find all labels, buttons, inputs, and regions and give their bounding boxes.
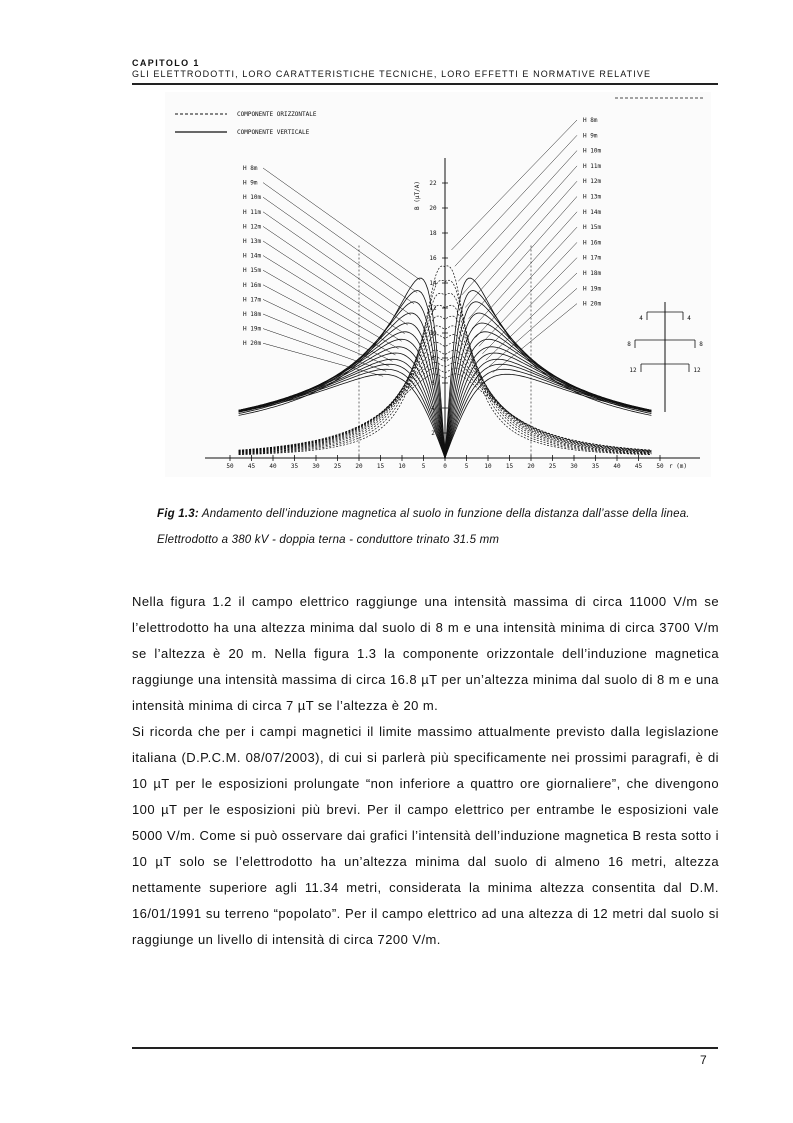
- inset-label: 8: [699, 341, 703, 348]
- x-tick-label: 35: [591, 463, 600, 470]
- inset-label: 4: [687, 315, 691, 322]
- left-height-label: H 12m: [243, 223, 262, 231]
- left-leader-line: [263, 197, 414, 304]
- left-height-label: H 10m: [243, 194, 262, 202]
- x-tick-label: 15: [505, 463, 514, 470]
- right-leader-line: [455, 135, 577, 266]
- right-height-label: H 20m: [583, 300, 602, 308]
- right-leader-line: [479, 242, 577, 346]
- left-leader-line: [263, 226, 408, 325]
- left-height-label: H 16m: [243, 281, 262, 289]
- x-tick-label: 45: [247, 463, 256, 470]
- x-tick-label: 50: [226, 463, 234, 470]
- x-tick-label: 20: [527, 463, 535, 470]
- right-height-label: H 9m: [583, 132, 598, 140]
- y-tick-label: 18: [429, 230, 437, 237]
- right-leader-line: [465, 181, 577, 307]
- x-tick-label: 25: [333, 463, 342, 470]
- x-axis-label: r (m): [668, 463, 688, 470]
- x-tick-label: 25: [548, 463, 557, 470]
- left-height-label: H 11m: [243, 208, 262, 216]
- left-height-label: H 13m: [243, 238, 262, 245]
- caption-label: Fig 1.3:: [157, 508, 199, 520]
- right-leader-line: [476, 227, 577, 337]
- y-tick-label: 20: [429, 205, 437, 212]
- footer-rule: [132, 1047, 718, 1049]
- x-tick-label: 35: [290, 463, 299, 470]
- right-leader-line: [469, 197, 577, 319]
- right-height-label: H 17m: [583, 254, 602, 262]
- left-leader-line: [263, 270, 399, 349]
- right-height-label: H 13m: [583, 193, 602, 201]
- left-height-label: H 17m: [243, 296, 262, 304]
- legend-label-horizontal: COMPONENTE ORIZZONTALE: [237, 111, 317, 118]
- right-height-label: H 14m: [583, 208, 602, 216]
- chapter-title: GLI ELETTRODOTTI, LORO CARATTERISTICHE TECNICHE, LORO EFFETTI E NORMATIVE RELATIVE: [132, 69, 652, 79]
- right-height-label: H 15m: [583, 224, 602, 232]
- left-leader-line: [263, 183, 417, 293]
- y-tick-label: 12: [429, 305, 437, 312]
- y-tick-label: 22: [429, 180, 437, 187]
- chapter-label: CAPITOLO 1: [132, 58, 200, 68]
- running-header: [132, 58, 718, 79]
- legend-label-vertical: COMPONENTE VERTICALE: [237, 129, 310, 136]
- chart: [165, 92, 711, 477]
- y-tick-label: 10: [429, 330, 437, 337]
- left-leader-line: [263, 299, 392, 361]
- right-leader-line: [462, 166, 577, 295]
- left-leader-line: [263, 241, 405, 334]
- x-tick-label: 50: [656, 463, 664, 470]
- y-tick-label: 14: [429, 280, 437, 287]
- body-text: [132, 589, 719, 953]
- x-tick-label: 30: [570, 463, 578, 470]
- paragraph: Nella figura 1.2 il campo elettrico raggiunge una intensità massima di circa 11000 V/m se l’elettrodotto ha una altezza minima dal suolo di 8 m e una intensità minima di circa 3700 V/m se l’altezza è 20 m. Nella figura 1.3 la componente orizzontale dell’induzione magnetica raggiunge una intensità massima di circa 16.8 µT per un’altezza minima dal suolo di 8 m e una intensità minima di circa 7 µT se l’altezza è 20 m.: [132, 594, 719, 713]
- figure-caption: [157, 501, 719, 553]
- caption-text: Andamento dell’induzione magnetica al suolo in funzione della distanza dall’asse della linea. Elettrodotto a 380 kV - doppia terna - conduttore trinato 31.5 mm: [157, 508, 690, 546]
- x-tick-label: 5: [421, 463, 426, 470]
- x-tick-label: 40: [269, 463, 277, 470]
- x-tick-label: 45: [634, 463, 643, 470]
- right-height-label: H 16m: [583, 239, 602, 247]
- left-height-label: H 15m: [243, 267, 262, 275]
- page-number: 7: [700, 1053, 707, 1067]
- right-height-label: H 8m: [583, 117, 598, 124]
- right-height-label: H 18m: [583, 270, 602, 277]
- y-tick-label: 4: [431, 405, 435, 412]
- left-height-label: H 14m: [243, 252, 262, 260]
- right-height-label: H 19m: [583, 285, 602, 293]
- magnetic-induction-figure: [165, 92, 711, 477]
- y-tick-label: 2: [431, 430, 435, 437]
- x-tick-label: 10: [398, 463, 406, 470]
- inset-label: 4: [639, 315, 643, 322]
- x-tick-label: 5: [464, 463, 469, 470]
- left-height-label: H 18m: [243, 311, 262, 318]
- right-leader-line: [486, 273, 577, 360]
- x-tick-label: 15: [376, 463, 385, 470]
- left-height-label: H 19m: [243, 325, 262, 333]
- paragraph: Si ricorda che per i campi magnetici il limite massimo attualmente previsto dalla legislazione italiana (D.P.C.M. 08/07/2003), di cui si parlerà più specificamente nei prossimi paragrafi, è di 10 µT per le esposizioni prolungate “non inferiore a quattro ore giornaliere”, che divengono 100 µT per le esposizioni più brevi. Per il campo elettrico per entrambe le esposizioni vale 5000 V/m. Come si può osservare dai grafici l’intensità dell’induzione magnetica B resta sotto i 10 µT solo se l’elettrodotto ha un’altezza minima dal suolo di almeno 16 metri, altezza nettamente superiore agli 11.34 metri, considerata la minima altezza consentita dal D.M. 16/01/1991 su terreno “popolato”. Per il campo elettrico ad una altezza di 12 metri dal suolo si raggiunge un livello di intensità di circa 7200 V/m.: [132, 724, 719, 947]
- right-leader-line: [451, 120, 577, 250]
- left-leader-line: [263, 168, 420, 280]
- y-axis-label: B (µT/A): [414, 181, 421, 210]
- left-height-label: H 9m: [243, 179, 258, 187]
- x-tick-label: 10: [484, 463, 492, 470]
- x-tick-label: 30: [312, 463, 320, 470]
- left-height-label: H 20m: [243, 340, 262, 348]
- left-height-label: H 8m: [243, 165, 258, 172]
- y-tick-label: 6: [431, 380, 435, 387]
- x-tick-label: 0: [443, 463, 447, 470]
- y-tick-label: 8: [431, 355, 435, 362]
- x-tick-label: 40: [613, 463, 621, 470]
- header-rule: [132, 83, 718, 85]
- right-height-label: H 11m: [583, 162, 602, 170]
- left-leader-line: [263, 285, 395, 355]
- right-height-label: H 10m: [583, 147, 602, 155]
- inset-label: 8: [627, 341, 631, 348]
- right-height-label: H 12m: [583, 178, 602, 186]
- left-leader-line: [263, 212, 411, 315]
- inset-label: 12: [629, 367, 637, 374]
- left-leader-line: [263, 256, 402, 342]
- inset-label: 12: [693, 367, 701, 374]
- right-leader-line: [458, 151, 577, 282]
- y-tick-label: 16: [429, 255, 437, 262]
- x-tick-label: 20: [355, 463, 363, 470]
